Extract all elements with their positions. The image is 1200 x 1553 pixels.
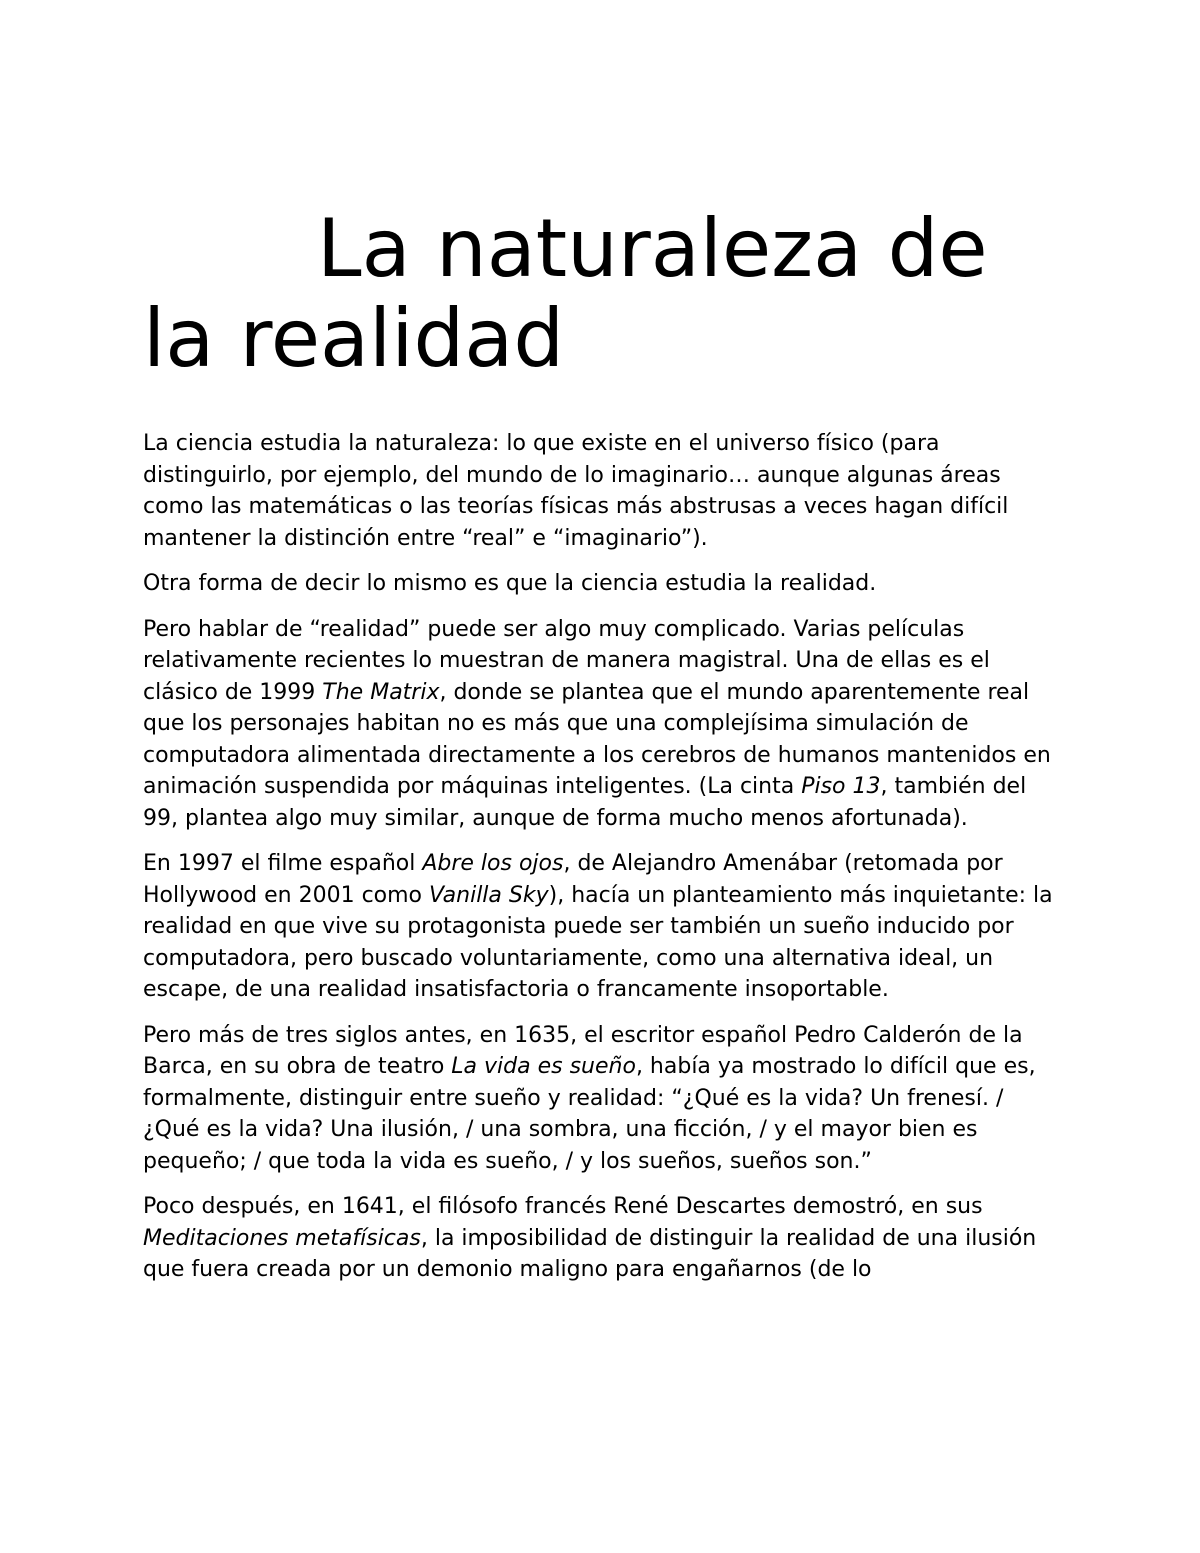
paragraph-text: Poco después, en 1641, el filósofo francés René Descartes demostró, en sus bbox=[143, 1194, 983, 1219]
paragraph-text: , donde se plantea que el mundo aparentemente real que los personajes habitan no es más que una complejísima simulación de computadora alimentada directamente a los cerebros de humanos mantenidos en animación suspendida por máquinas inteligentes. (La cinta bbox=[143, 679, 1051, 799]
paragraph-4 bbox=[143, 848, 1063, 1006]
paragraph-text: La ciencia estudia la naturaleza: lo que existe en el universo físico (para distinguirlo, por ejemplo, del mundo de lo imaginario… aunque algunas áreas como las matemáticas o las teorías físicas más abstrusas a veces hagan difícil mantener la distinción entre “real” e “imaginario”). bbox=[143, 431, 1009, 551]
film-title-piso-13: Piso 13 bbox=[801, 774, 881, 799]
paragraph-text: Pero hablar de “realidad” puede ser algo muy complicado. Varias películas relativamente recientes lo muestran de manera magistral. Una de ellas es el clásico de 1999 bbox=[143, 616, 990, 705]
film-title-vanilla-sky: Vanilla Sky bbox=[429, 882, 549, 908]
paragraph-3 bbox=[143, 614, 1063, 835]
paragraph-text: , había ya mostrado lo difícil que es, formalmente, distinguir entre sueño y realidad: “¿Qué es la vida? Un frenesí. / ¿Qué es la vida? Una ilusión, / una sombra, una ficción, / y el mayor bien es pequeño; / que toda la vida es sueño, / y los sueños, sueños son.” bbox=[143, 1054, 1036, 1174]
document-title: La naturaleza de la realidad bbox=[143, 202, 988, 385]
paragraph-2 bbox=[143, 568, 1063, 600]
book-title-meditaciones-metafisicas: Meditaciones metafísicas bbox=[143, 1225, 421, 1251]
film-title-the-matrix: The Matrix bbox=[322, 679, 440, 705]
document-body bbox=[143, 428, 1063, 1286]
paragraph-text: , la imposibilidad de distinguir la realidad de una ilusión que fuera creada por un demonio maligno para engañarnos (de lo bbox=[143, 1225, 1037, 1282]
play-title-la-vida-es-sueno: La vida es sueño bbox=[451, 1054, 636, 1079]
document-page bbox=[143, 0, 1063, 1286]
paragraph-6 bbox=[143, 1191, 1063, 1286]
paragraph-text: , también del 99, plantea algo muy similar, aunque de forma mucho menos afortunada). bbox=[143, 774, 1027, 831]
paragraph-text: En 1997 el filme español bbox=[143, 851, 423, 876]
film-title-abre-los-ojos: Abre los ojos bbox=[422, 851, 564, 876]
paragraph-5 bbox=[143, 1020, 1063, 1178]
paragraph-text: ), hacía un planteamiento más inquietante: la realidad en que vive su protagonista puede ser también un sueño inducido por computadora, pero buscado voluntariamente, como una alternativa ideal, un escape, de una realidad insatisfactoria o francamente insoportable. bbox=[143, 882, 1053, 1002]
paragraph-text: , de Alejandro Amenábar (retomada por Hollywood en 2001 como bbox=[143, 851, 1003, 908]
paragraph-1 bbox=[143, 428, 1063, 554]
paragraph-text: Otra forma de decir lo mismo es que la ciencia estudia la realidad. bbox=[143, 571, 877, 596]
paragraph-text: Pero más de tres siglos antes, en 1635, el escritor español Pedro Calderón de la Barca, en su obra de teatro bbox=[143, 1022, 1023, 1079]
